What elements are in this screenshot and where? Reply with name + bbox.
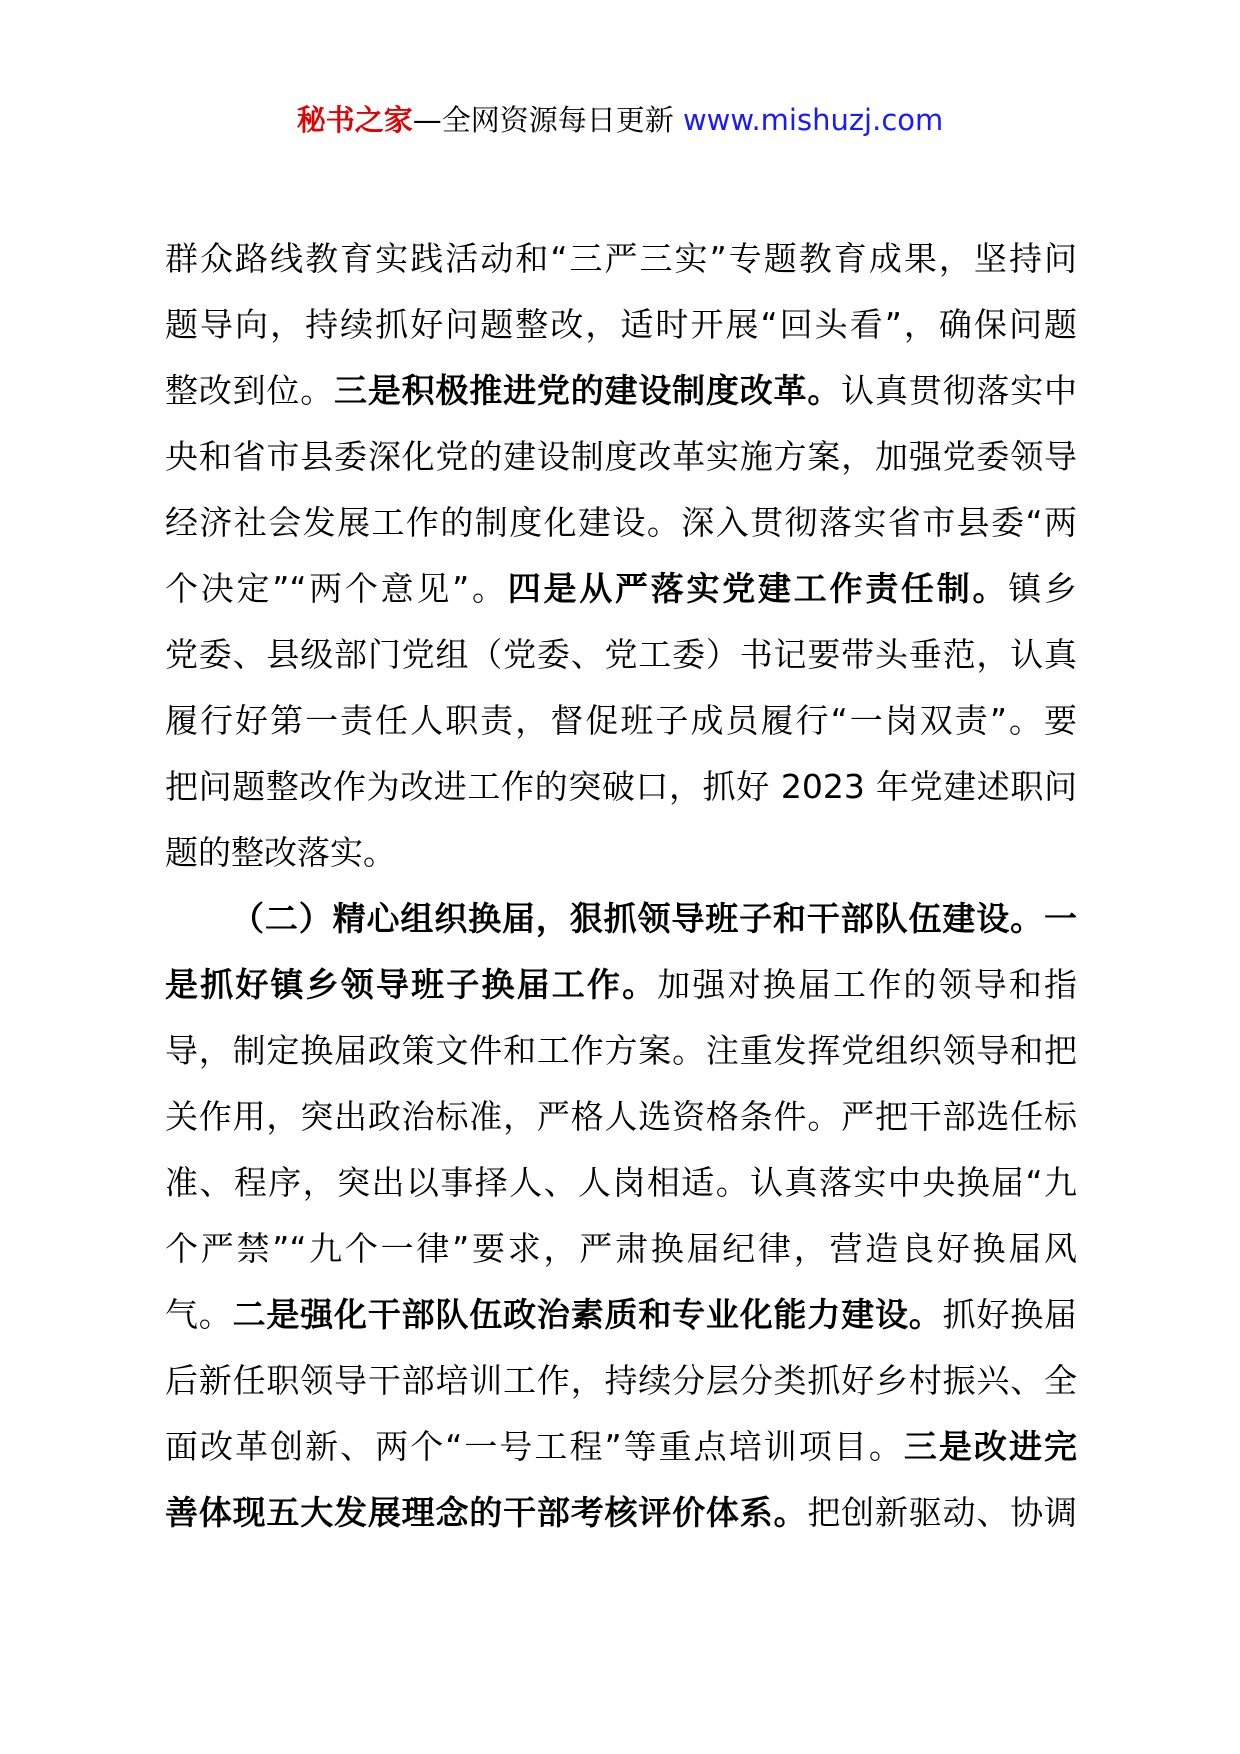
bold-heading: 四是从严落实党建工作责任制。	[507, 569, 1009, 608]
text-line	[165, 1414, 1077, 1480]
text-run: 气。	[165, 1295, 233, 1334]
text-line	[165, 1216, 1077, 1282]
header-url[interactable]: www.mishuzj.com	[682, 103, 944, 137]
text-run: 题的整改落实。	[165, 833, 396, 872]
text-run: 关作用，突出政治标准，严格人选资格条件。严把干部选任标	[165, 1097, 1077, 1136]
text-run: 抓好换届	[942, 1295, 1077, 1334]
bold-heading: 是抓好镇乡领导班子换届工作。	[165, 965, 658, 1004]
text-run: 准、程序，突出以事择人、人岗相适。认真落实中央换届“九	[165, 1163, 1077, 1202]
text-line	[165, 622, 1077, 688]
text-line	[165, 226, 1077, 292]
text-run: 党委、县级部门党组（党委、党工委）书记要带头垂范，认真	[165, 635, 1077, 674]
text-run: 个严禁”“九个一律”要求，严肃换届纪律，营造良好换届风	[165, 1229, 1077, 1268]
text-line	[165, 358, 1077, 424]
text-run: 央和省市县委深化党的建设制度改革实施方案，加强党委领导	[165, 437, 1077, 476]
text-line	[165, 754, 1077, 820]
bold-heading: 二是强化干部队伍政治素质和专业化能力建设。	[232, 1295, 943, 1334]
header-brand: 秘书之家	[296, 103, 413, 137]
text-line	[165, 490, 1077, 556]
text-line	[165, 1348, 1077, 1414]
text-line	[165, 1018, 1077, 1084]
text-run: 把问题整改作为改进工作的突破口，抓好 2023 年党建述职问	[165, 767, 1077, 806]
text-line	[165, 820, 1077, 886]
bold-heading: 善体现五大发展理念的干部考核评价体系。	[165, 1493, 808, 1532]
text-line	[165, 1282, 1077, 1348]
text-run: 加强对换届工作的领导和指	[657, 965, 1077, 1004]
text-run: 把创新驱动、协调	[807, 1493, 1077, 1532]
text-run: 导，制定换届政策文件和工作方案。注重发挥党组织领导和把	[165, 1031, 1077, 1070]
page-header	[0, 100, 1240, 140]
text-run: 经济社会发展工作的制度化建设。深入贯彻落实省市县委“两	[165, 503, 1077, 542]
text-line	[165, 292, 1077, 358]
text-line	[165, 1150, 1077, 1216]
text-line	[165, 1084, 1077, 1150]
text-line	[165, 424, 1077, 490]
bold-heading: 三是改进完	[903, 1427, 1077, 1466]
text-run: 后新任职领导干部培训工作，持续分层分类抓好乡村振兴、全	[165, 1361, 1077, 1400]
text-run: 镇乡	[1008, 569, 1077, 608]
bold-heading: 三是积极推进党的建设制度改革。	[334, 371, 842, 410]
text-run: 面改革创新、两个“一号工程”等重点培训项目。	[165, 1427, 904, 1466]
document-body	[165, 226, 1077, 1546]
header-tagline: —全网资源每日更新	[412, 103, 674, 137]
text-run: 履行好第一责任人职责，督促班子成员履行“一岗双责”。要	[165, 701, 1077, 740]
text-line	[165, 688, 1077, 754]
text-line	[165, 952, 1077, 1018]
section-heading: （二）精心组织换届，狠抓领导班子和干部队伍建设。一	[231, 899, 1077, 938]
section-heading-line	[165, 886, 1077, 952]
text-line	[165, 1480, 1077, 1546]
text-run: 群众路线教育实践活动和“三严三实”专题教育成果，坚持问	[165, 239, 1077, 278]
text-run: 认真贯彻落实中	[841, 371, 1077, 410]
text-line	[165, 556, 1077, 622]
text-run: 个决定”“两个意见”。	[165, 569, 508, 608]
text-run: 题导向，持续抓好问题整改，适时开展“回头看”，确保问题	[165, 305, 1077, 344]
text-run: 整改到位。	[165, 371, 335, 410]
